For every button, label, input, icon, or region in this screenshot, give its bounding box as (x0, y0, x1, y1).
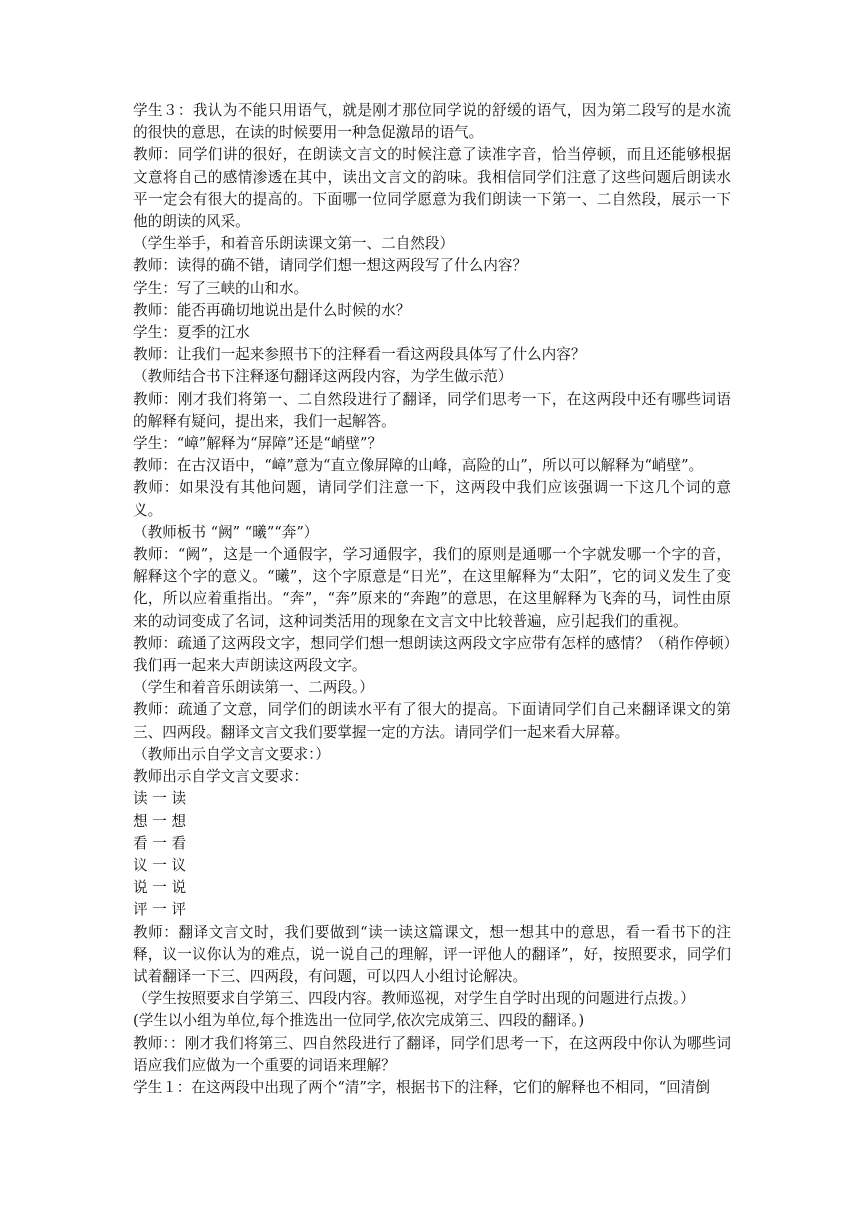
study-step: 看 一 看 (133, 834, 187, 852)
paragraph: 教师：刚才我们将第一、二自然段进行了翻译，同学们思考一下，在这两段中还有哪些词语的解释有疑问，提出来，我们一起解答。 (133, 390, 731, 430)
paragraph: 教师：让我们一起来参照书下的注释看一看这两段具体写了什么内容？ (133, 346, 586, 364)
paragraph: 教师：读得的确不错，请同学们想一想这两段写了什么内容？ (133, 257, 528, 275)
paragraph: 学生３：我认为不能只用语气，就是刚才那位同学说的舒缓的语气，因为第二段写的是水流的很快的意思，在读的时候要用一种急促激昂的语气。 (133, 102, 731, 142)
paragraph: 教师：疏通了文意，同学们的朗读水平有了很大的提高。下面请同学们自己来翻译课文的第三、四两段。翻译文言文我们要掌握一定的方法。请同学们一起来看大屏幕。 (133, 701, 731, 741)
paragraph: 教师出示自学文言文要求： (133, 768, 309, 786)
paragraph: 教师：“阙”，这是一个通假字，学习通假字，我们的原则是通哪一个字就发哪一个字的音，解释这个字的意义。“曦”，这个字原意是“日光”，在这里解释为“太阳”，它的词义发生了变化，所以应着重指出。“奔”，“奔”原来的“奔跑”的意思，在这里解释为飞奔的马，词性由原来的动词变成了名词，这种词类活用的现象在文言文中比较普遍，应引起我们的重视。 (133, 546, 731, 630)
paragraph: 学生：夏季的江水 (133, 324, 250, 342)
paragraph: 教师：在古汉语中，“嶂”意为“直立像屏障的山峰，高险的山”，所以可以解释为“峭壁”。 (133, 457, 704, 475)
paragraph: 教师：能否再确切地说出是什么时候的水？ (133, 301, 411, 319)
paragraph: 学生：写了三峡的山和水。 (133, 279, 309, 297)
paragraph: 学生：“嶂”解释为“屏障”还是“峭壁”？ (133, 435, 383, 453)
paragraph: 教师：：刚才我们将第三、四自然段进行了翻译，同学们思考一下，在这两段中你认为哪些词语应我们应做为一个重要的词语来理解？ (133, 1034, 731, 1074)
study-step: 评 一 评 (133, 901, 187, 919)
study-step: 读 一 读 (133, 790, 187, 808)
paragraph: （学生按照要求自学第三、四段内容。教师巡视，对学生自学时出现的问题进行点拨。） (133, 990, 695, 1008)
paragraph: （学生和着音乐朗读第一、二两段。） (133, 679, 374, 697)
paragraph: 教师：同学们讲的很好，在朗读文言文的时候注意了读准字音，恰当停顿，而且还能够根据文意将自己的感情渗透在其中，读出文言文的韵味。我相信同学们注意了这些问题后朗读水平一定会有很大的提高的。下面哪一位同学愿意为我们朗读一下第一、二自然段，展示一下他的朗读的风采。 (133, 146, 731, 231)
paragraph: 教师：疏通了这两段文字，想同学们想一想朗读这两段文字应带有怎样的感情？（稍作停顿）我们再一起来大声朗读这两段文字。 (133, 634, 731, 675)
paragraph: 教师：如果没有其他问题，请同学们注意一下，这两段中我们应该强调一下这几个词的意义。 (133, 479, 731, 519)
paragraph: (学生以小组为单位,每个推选出一位同学,依次完成第三、四段的翻译。) (133, 1012, 585, 1030)
paragraph: （教师结合书下注释逐句翻译这两段内容，为学生做示范） (133, 368, 513, 386)
paragraph: 学生１：在这两段中出现了两个“清”字，根据书下的注释，它们的解释也不相同，“回清倒 (133, 1078, 710, 1096)
study-step: 议 一 议 (133, 856, 187, 874)
paragraph: （学生举手，和着音乐朗读课文第一、二自然段） (133, 235, 455, 253)
paragraph: （教师出示自学文言文要求：） (133, 745, 331, 763)
study-step: 说 一 说 (133, 879, 187, 897)
paragraph: （教师板书 “阙” “曦”“奔”） (133, 523, 319, 541)
paragraph: 教师：翻译文言文时，我们要做到“读一读这篇课文，想一想其中的意思，看一看书下的注释，议一议你认为的难点，说一说自己的理解，评一评他人的翻译”，好，按照要求，同学们试着翻译一下三、四两段，有问题，可以四人小组讨论解决。 (133, 923, 731, 985)
document-page (133, 100, 731, 1099)
study-step: 想 一 想 (133, 812, 187, 830)
